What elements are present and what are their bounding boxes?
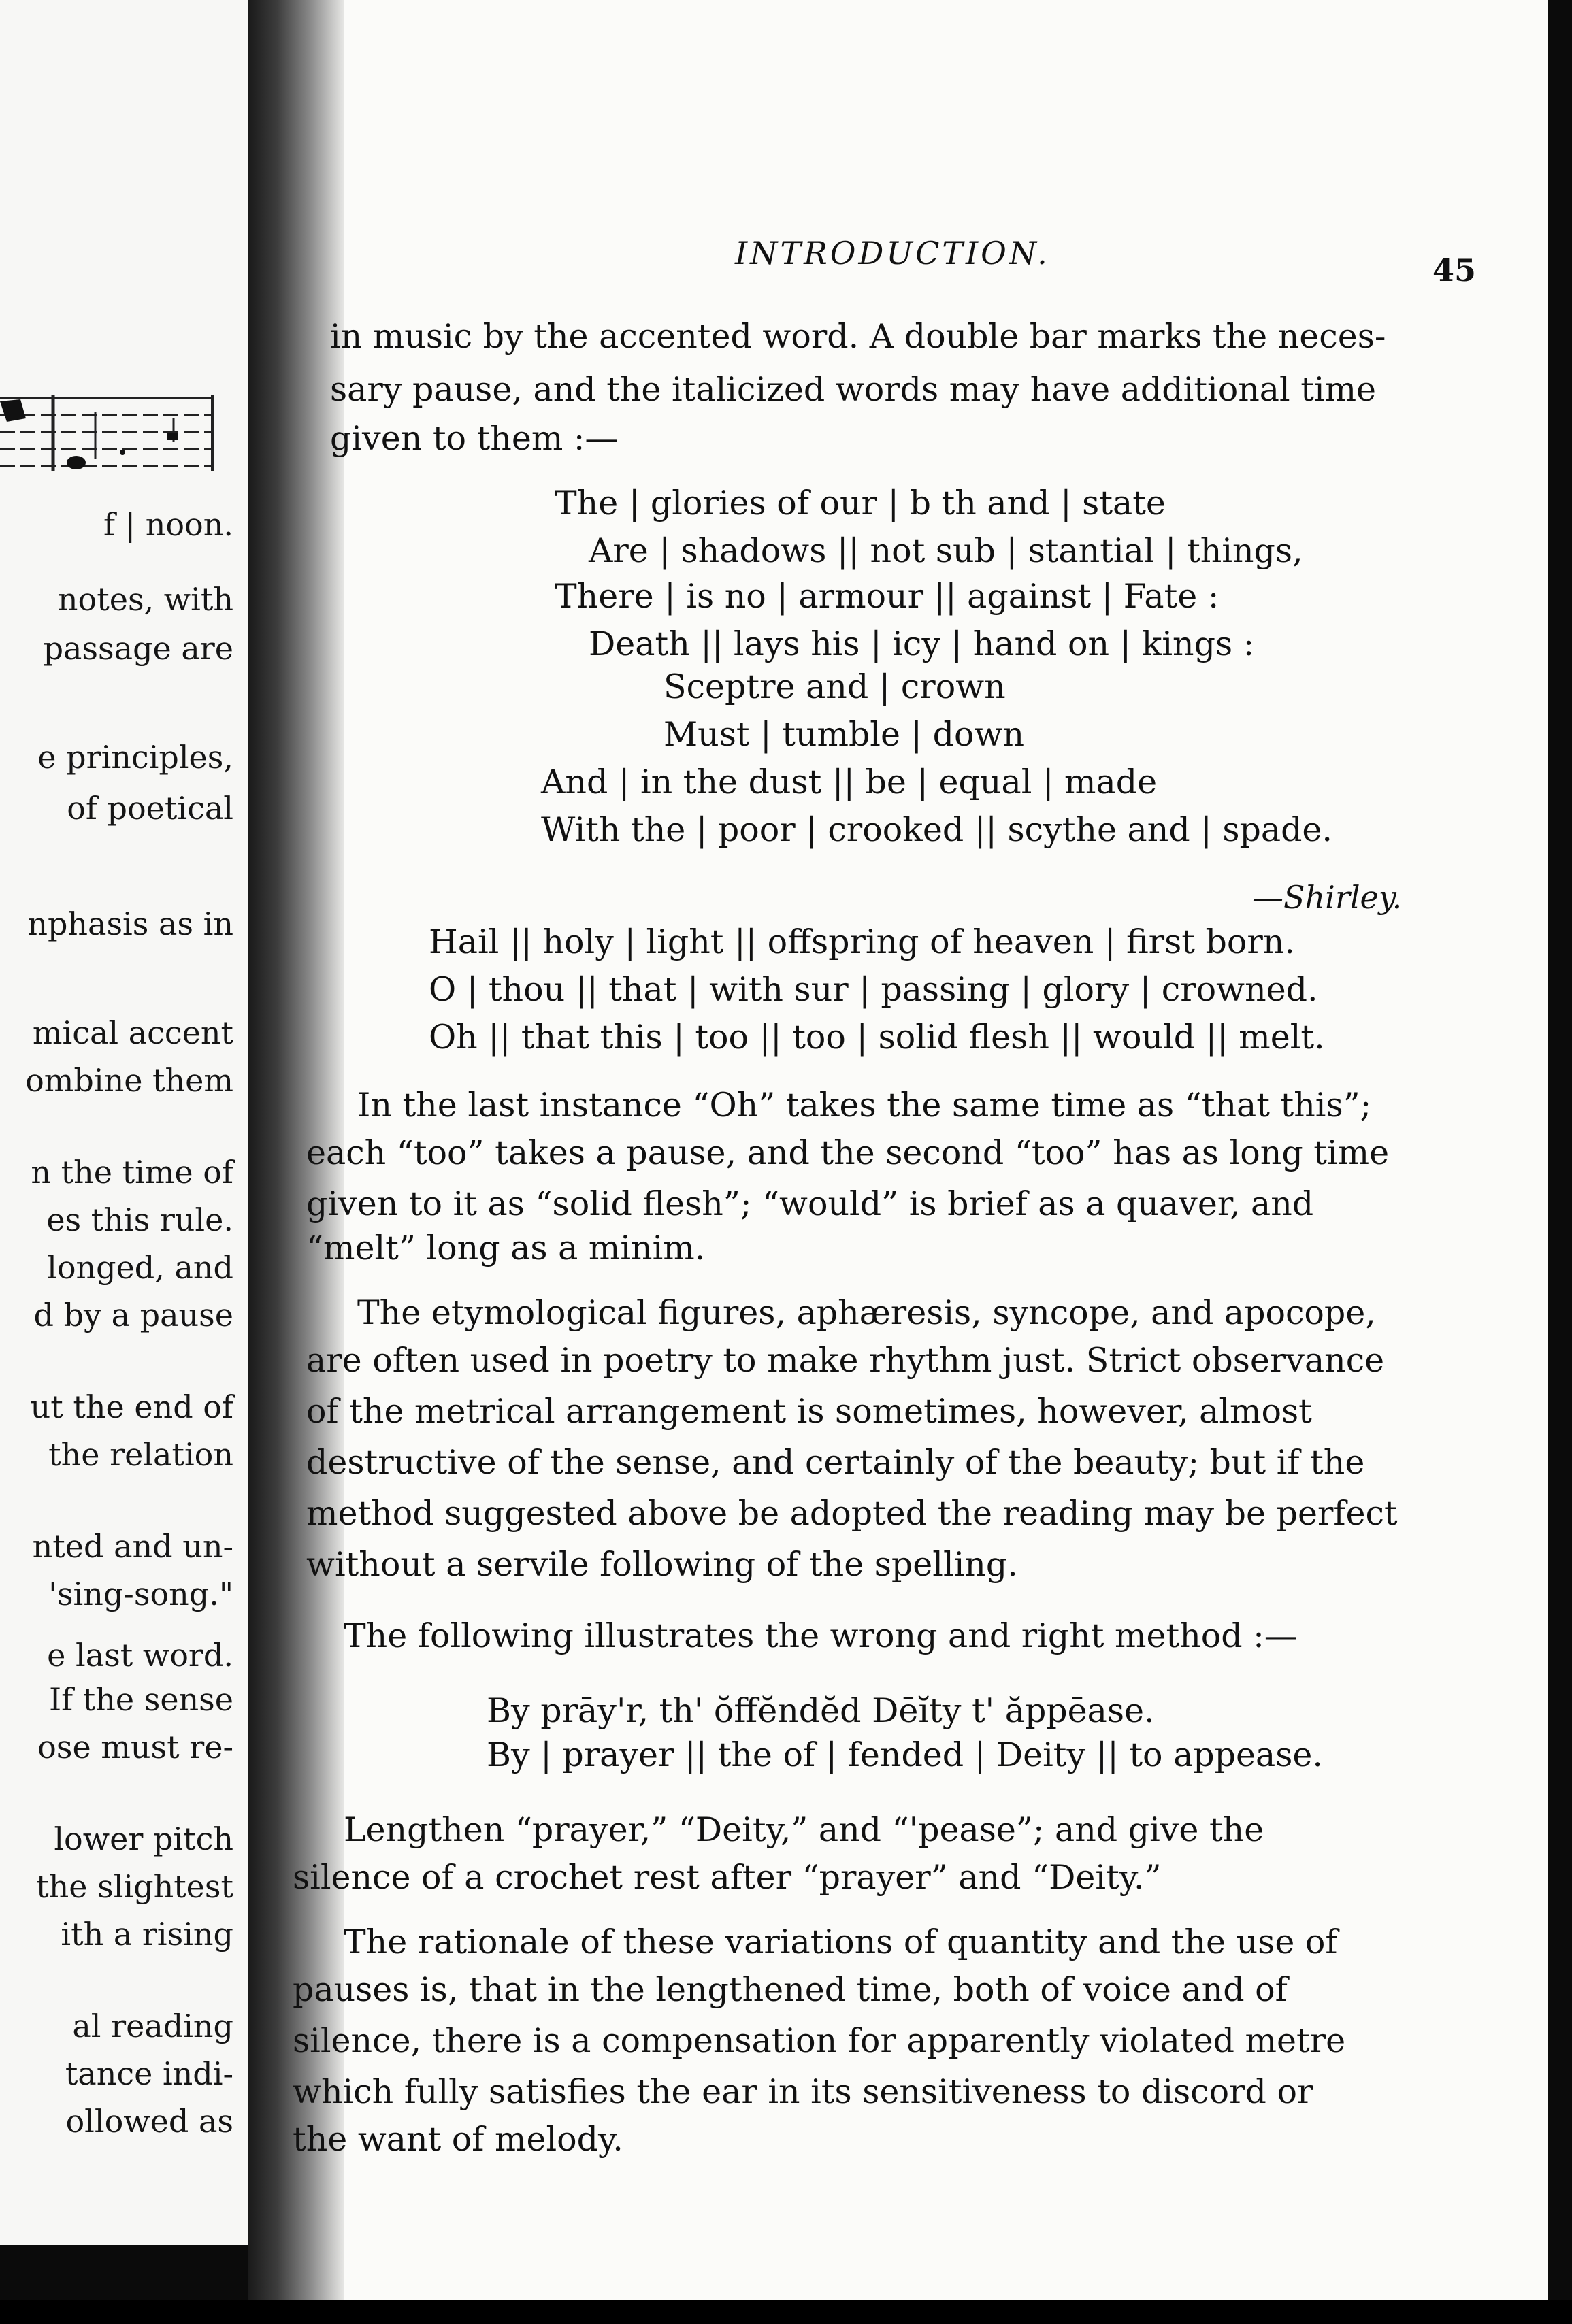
left-page-line: the slightest xyxy=(36,1868,233,1905)
example-right-method: By | prayer || the of | fended | Deity || to appease. xyxy=(487,1736,1323,1774)
poem-line: Oh || that this | too || too | solid flesh || would || melt. xyxy=(429,1018,1325,1057)
left-page-line: mical accent xyxy=(32,1014,233,1051)
left-page-line: the relation xyxy=(48,1436,233,1473)
example-wrong-method: By prāy'r, th' ŏffĕndĕd Dēĭty t' ăppēase. xyxy=(487,1691,1155,1730)
poem-line: Are | shadows || not sub | stantial | things, xyxy=(589,531,1303,570)
text-line: each “too” takes a pause, and the second “too” has as long time xyxy=(306,1133,1390,1172)
left-page-line: tance indi- xyxy=(65,2055,233,2092)
page-number: 45 xyxy=(1432,252,1477,288)
text-line: destructive of the sense, and certainly of the beauty; but if the xyxy=(306,1443,1365,1482)
left-page-line: 'sing-song." xyxy=(48,1576,233,1612)
left-facing-page xyxy=(0,0,248,2245)
text-line: “melt” long as a minim. xyxy=(306,1229,706,1267)
left-page-line: ollowed as xyxy=(65,2103,233,2140)
text-line: in music by the accented word. A double bar marks the neces- xyxy=(330,317,1386,356)
text-line: are often used in poetry to make rhythm just. Strict observance xyxy=(306,1341,1385,1380)
left-page-line: ombine them xyxy=(25,1062,233,1099)
text-line: given to it as “solid flesh”; “would” is brief as a quaver, and xyxy=(306,1184,1314,1223)
text-line: The rationale of these variations of quantity and the use of xyxy=(344,1923,1338,1961)
left-page-line: passage are xyxy=(43,630,233,667)
text-line: given to them :— xyxy=(330,419,619,458)
poem-line: And | in the dust || be | equal | made xyxy=(541,763,1158,801)
left-page-line: notes, with xyxy=(57,581,233,618)
poem-attribution: —Shirley. xyxy=(1252,879,1403,916)
text-line: sary pause, and the italicized words may have additional time xyxy=(330,370,1377,409)
text-line: without a servile following of the spelling. xyxy=(306,1545,1018,1584)
text-line: silence of a crochet rest after “prayer” and “Deity.” xyxy=(293,1858,1162,1897)
poem-line: Must | tumble | down xyxy=(664,715,1025,754)
text-line: of the metrical arrangement is sometimes, however, almost xyxy=(306,1392,1312,1431)
left-page-line: lower pitch xyxy=(54,1821,233,1857)
text-line: Lengthen “prayer,” “Deity,” and “'pease”; and give the xyxy=(344,1810,1264,1849)
text-line: method suggested above be adopted the reading may be perfect xyxy=(306,1494,1398,1533)
left-page-line: longed, and xyxy=(47,1249,233,1286)
left-page-line: n the time of xyxy=(31,1154,233,1191)
left-page-line: nted and un- xyxy=(32,1528,233,1565)
text-line: which fully satisfies the ear in its sensitiveness to discord or xyxy=(293,2072,1313,2111)
left-page-line: d by a pause xyxy=(33,1297,233,1333)
poem-line: O | thou || that | with sur | passing | glory | crowned. xyxy=(429,970,1318,1009)
left-page-line: ut the end of xyxy=(30,1389,233,1425)
text-line: In the last instance “Oh” takes the same time as “that this”; xyxy=(357,1086,1372,1125)
left-page-line: of poetical xyxy=(67,790,233,827)
left-page-line: es this rule. xyxy=(46,1201,233,1238)
poem-line: Hail || holy | light || offspring of heaven | first born. xyxy=(429,923,1295,961)
left-page-line: If the sense xyxy=(48,1681,233,1718)
music-staff-fragment xyxy=(0,391,218,480)
page-bottom-edge xyxy=(0,2300,1572,2324)
left-page-line: e principles, xyxy=(37,739,233,776)
left-page-line: al reading xyxy=(72,2008,233,2044)
left-page-line: ith a rising xyxy=(61,1916,233,1953)
poem-line: Sceptre and | crown xyxy=(664,667,1006,706)
poem-line: The | glories of our | b th and | state xyxy=(555,484,1166,522)
text-line: The etymological figures, aphæresis, syncope, and apocope, xyxy=(357,1293,1376,1332)
text-line: silence, there is a compensation for apparently violated metre xyxy=(293,2021,1346,2060)
left-page-line: ose must re- xyxy=(37,1729,233,1765)
text-line: pauses is, that in the lengthened time, both of voice and of xyxy=(293,1970,1288,2009)
poem-line: Death || lays his | icy | hand on | kings : xyxy=(589,625,1255,663)
running-head: INTRODUCTION. xyxy=(735,235,1050,271)
left-page-line: f | noon. xyxy=(103,506,233,543)
right-page xyxy=(293,0,1548,2300)
poem-line: With the | poor | crooked || scythe and | spade. xyxy=(541,810,1333,849)
paragraph-following: The following illustrates the wrong and right method :— xyxy=(344,1616,1298,1655)
left-page-line: e last word. xyxy=(47,1637,233,1674)
poem-line: There | is no | armour || against | Fate : xyxy=(555,577,1219,616)
left-page-line: nphasis as in xyxy=(27,906,233,942)
text-line: the want of melody. xyxy=(293,2120,623,2159)
